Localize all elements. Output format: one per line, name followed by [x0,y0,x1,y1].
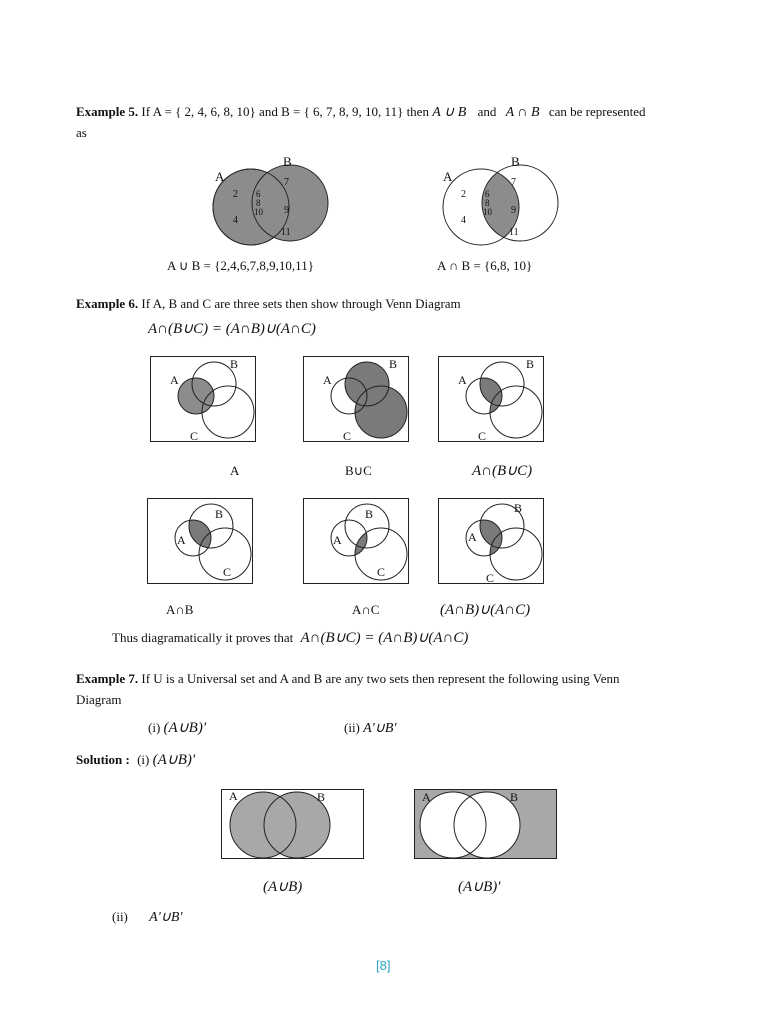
venn-union-elem: 7 [284,177,289,188]
label-b: B [215,507,224,521]
example-5-union-expr: A ∪ B [432,105,467,120]
label-c: C [377,565,386,579]
example-7-item-i [148,720,206,736]
venn-intersection-elem: 4 [461,215,466,226]
item-i-label: (i) [148,720,161,735]
label-a: A [177,533,186,547]
label-b: B [514,501,523,515]
caption-union-complement: (A∪B)' [458,879,501,895]
solution-label: Solution : [76,752,130,767]
item-ii-expr: A'∪B' [363,721,397,736]
label-c: C [478,429,487,443]
label-a: A [468,530,477,544]
example-7-text: If U is a Universal set and A and B are any two sets then represent the following using Venn [141,671,620,686]
caption-union-of-intersections: (A∩B)∪(A∩C) [440,602,531,618]
label-a: A [170,373,179,387]
label-c: C [190,429,199,443]
item-i-expr: (A∪B)' [163,720,207,736]
example-5-label: Example 5. [76,104,139,119]
venn-a-int-b [147,498,253,584]
example-5-statement [76,104,646,121]
label-a: A [458,373,467,387]
example-6-conclusion [112,630,468,646]
venn-intersection-elem: 2 [461,189,466,200]
example-5-text: If A = { 2, 4, 6, 8, 10} and B = { 6, 7, 8, 9, 10, 11} then [141,104,429,119]
caption-a-int-b: A∩B [166,602,194,617]
caption-union: (A∪B) [263,879,303,895]
example-5-intersect-expr: A ∩ B [505,105,540,120]
label-b: B [510,790,519,804]
venn-union-elem: 8 [256,198,261,208]
example-5-intersect-result: A ∩ B = {6,8, 10} [437,258,533,273]
example-6-statement [76,296,461,312]
label-b: B [230,357,239,371]
label-a: A [229,789,238,803]
example-6-text: If A, B and C are three sets then show through Venn Diagram [141,296,461,311]
label-a: A [422,790,431,804]
venn-union-elem: 9 [284,205,289,216]
label-b: B [526,357,535,371]
caption-b-union-c: B∪C [345,463,372,478]
example-6-formula: A∩(B∪C) = (A∩B)∪(A∩C) [148,321,316,337]
caption-a-int-c: A∩C [352,602,380,617]
label-b: B [389,357,398,371]
item-ii-label: (ii) [344,720,360,735]
venn-union-elem: 11 [281,227,291,238]
venn-intersection-elem: 9 [511,205,516,216]
part-ii-label: (ii) [112,909,128,924]
venn-union-diagram [200,155,340,245]
label-c: C [223,565,232,579]
example-7-statement [76,671,620,687]
solution-i-expr: (A∪B)' [152,752,196,768]
example-5-tail: can be represented [548,104,646,119]
example-5-tail-line2: as [76,125,87,140]
label-c: C [486,571,495,585]
label-a: A [333,533,342,547]
venn-intersection-label-a: A [443,169,453,184]
conclusion-formula: A∩(B∪C) = (A∩B)∪(A∩C) [300,630,469,646]
venn-union-elem: 10 [254,207,263,217]
caption-a-int-b-union-c: A∩(B∪C) [472,463,533,479]
label-b: B [317,790,326,804]
page-number: [8] [376,958,391,973]
venn-union-label-b: B [283,154,292,169]
venn-union-elem: 6 [256,189,261,199]
venn-union-elem: 2 [233,189,238,200]
venn-union-elem: 4 [233,215,238,226]
venn-intersection-elem: 6 [485,189,490,199]
venn-a-union-b-complement [414,789,557,859]
venn-union-label-a: A [215,169,225,184]
venn-a-int-b-union-c [438,356,544,442]
part-ii-expr: A'∪B' [149,910,183,925]
example-5-union-result: A ∪ B = {2,4,6,7,8,9,10,11} [167,258,314,273]
venn-a-int-b-union-a-int-c [438,498,544,584]
example-5-and: and [477,104,497,119]
conclusion-text: Thus diagramatically it proves that [112,630,294,645]
venn-a-int-c [303,498,409,584]
label-a: A [323,373,332,387]
venn-intersection-elem: 11 [509,227,519,238]
example-7-label: Example 7. [76,671,139,686]
venn-intersection-diagram [430,155,570,245]
solution-line [76,752,195,768]
label-c: C [343,429,352,443]
example-7-item-ii [344,720,396,737]
venn-a-union-b [221,789,364,859]
venn-intersection-elem: 10 [483,207,492,217]
venn-set-a [150,356,256,442]
label-b: B [365,507,374,521]
part-ii-line [112,909,182,926]
solution-i-label: (i) [137,752,150,767]
venn-intersection-elem: 7 [511,177,516,188]
venn-intersection-label-b: B [511,154,520,169]
example-6-label: Example 6. [76,296,139,311]
venn-intersection-elem: 8 [485,198,490,208]
venn-b-union-c [303,356,409,442]
example-7-text-line2: Diagram [76,692,122,707]
caption-a: A [230,463,240,478]
